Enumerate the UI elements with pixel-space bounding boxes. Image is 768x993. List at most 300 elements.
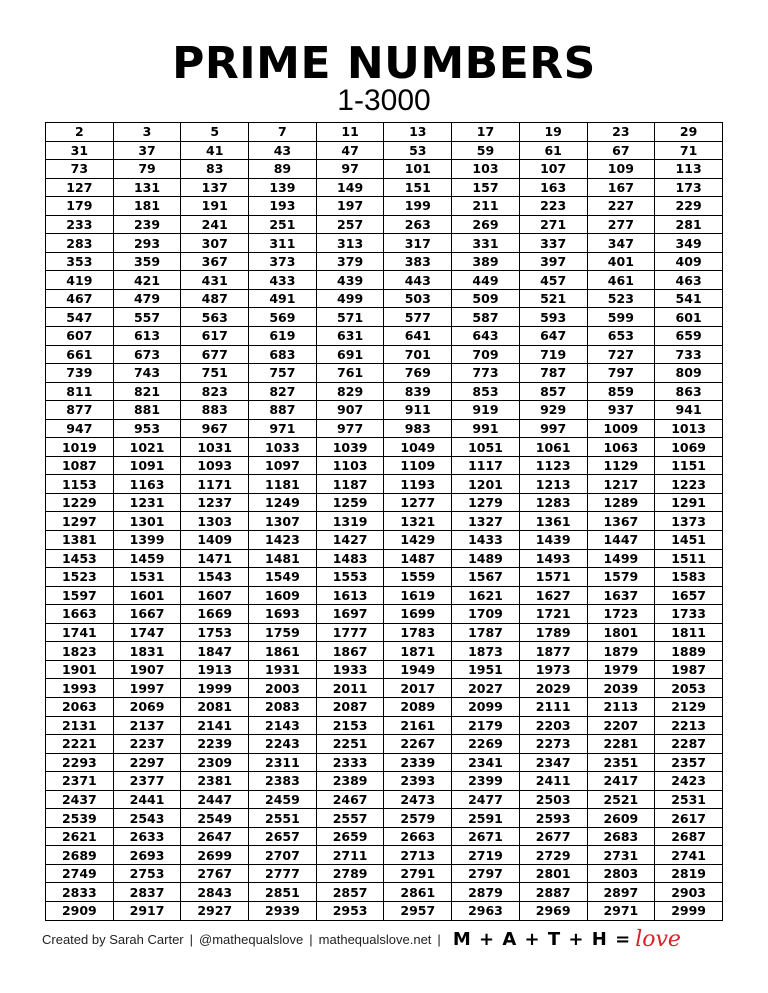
prime-cell: 1847 [181, 642, 249, 661]
prime-cell: 761 [316, 364, 384, 383]
prime-cell: 521 [519, 289, 587, 308]
prime-cell: 1093 [181, 456, 249, 475]
prime-cell: 59 [452, 141, 520, 160]
prime-cell: 2267 [384, 735, 452, 754]
prime-cell: 367 [181, 252, 249, 271]
prime-cell: 1289 [587, 493, 655, 512]
prime-cell: 811 [46, 382, 114, 401]
prime-cell: 1583 [655, 568, 723, 587]
prime-cell: 2339 [384, 753, 452, 772]
prime-cell: 2969 [519, 901, 587, 920]
table-row [46, 382, 723, 401]
prime-cell: 1423 [249, 531, 317, 550]
prime-cell: 853 [452, 382, 520, 401]
prime-cell: 2777 [249, 864, 317, 883]
prime-cell: 2437 [46, 790, 114, 809]
prime-cell: 37 [113, 141, 181, 160]
prime-cell: 2657 [249, 827, 317, 846]
prime-cell: 631 [316, 327, 384, 346]
table-row [46, 846, 723, 865]
table-row [46, 493, 723, 512]
prime-cell: 569 [249, 308, 317, 327]
prime-cell: 2503 [519, 790, 587, 809]
prime-cell: 457 [519, 271, 587, 290]
table-row [46, 679, 723, 698]
prime-cell: 1867 [316, 642, 384, 661]
prime-cell: 547 [46, 308, 114, 327]
prime-cell: 1319 [316, 512, 384, 531]
prime-cell: 23 [587, 123, 655, 142]
prime-cell: 1609 [249, 586, 317, 605]
prime-cell: 433 [249, 271, 317, 290]
prime-cell: 2659 [316, 827, 384, 846]
prime-cell: 1931 [249, 660, 317, 679]
prime-cell: 937 [587, 401, 655, 420]
prime-cell: 2371 [46, 772, 114, 791]
prime-cell: 2131 [46, 716, 114, 735]
prime-cell: 1559 [384, 568, 452, 587]
prime-cell: 2689 [46, 846, 114, 865]
prime-cell: 223 [519, 197, 587, 216]
prime-cell: 2 [46, 123, 114, 142]
prime-cell: 1367 [587, 512, 655, 531]
prime-cell: 563 [181, 308, 249, 327]
prime-cell: 173 [655, 178, 723, 197]
prime-cell: 2203 [519, 716, 587, 735]
table-row [46, 456, 723, 475]
prime-cell: 827 [249, 382, 317, 401]
table-row [46, 141, 723, 160]
prime-cell: 1249 [249, 493, 317, 512]
prime-cell: 2879 [452, 883, 520, 902]
prime-cell: 787 [519, 364, 587, 383]
prime-cell: 859 [587, 382, 655, 401]
prime-cell: 1693 [249, 605, 317, 624]
prime-cell: 773 [452, 364, 520, 383]
prime-cell: 283 [46, 234, 114, 253]
prime-cell: 2861 [384, 883, 452, 902]
footer-handle: @mathequalslove [199, 931, 304, 947]
prime-cell: 2549 [181, 809, 249, 828]
prime-cell: 2111 [519, 697, 587, 716]
prime-cell: 2383 [249, 772, 317, 791]
page-title: PRIME NUMBERS [172, 38, 596, 89]
prime-cell: 2711 [316, 846, 384, 865]
prime-cell: 2803 [587, 864, 655, 883]
prime-cell: 359 [113, 252, 181, 271]
prime-cell: 877 [46, 401, 114, 420]
prime-cell: 1019 [46, 438, 114, 457]
prime-cell: 331 [452, 234, 520, 253]
table-row [46, 364, 723, 383]
table-row [46, 716, 723, 735]
prime-cell: 829 [316, 382, 384, 401]
prime-cell: 467 [46, 289, 114, 308]
prime-cell: 53 [384, 141, 452, 160]
prime-cell: 449 [452, 271, 520, 290]
prime-cell: 131 [113, 178, 181, 197]
prime-cell: 383 [384, 252, 452, 271]
prime-cell: 61 [519, 141, 587, 160]
prime-cell: 643 [452, 327, 520, 346]
prime-cell: 2029 [519, 679, 587, 698]
prime-cell: 997 [519, 419, 587, 438]
table-row [46, 197, 723, 216]
table-row [46, 568, 723, 587]
prime-cell: 1811 [655, 623, 723, 642]
prime-cell: 443 [384, 271, 452, 290]
prime-cell: 191 [181, 197, 249, 216]
prime-cell: 1051 [452, 438, 520, 457]
prime-cell: 103 [452, 160, 520, 179]
prime-cell: 503 [384, 289, 452, 308]
prime-cell: 863 [655, 382, 723, 401]
prime-cell: 2617 [655, 809, 723, 828]
prime-cell: 101 [384, 160, 452, 179]
prime-cell: 1459 [113, 549, 181, 568]
prime-cell: 2143 [249, 716, 317, 735]
prime-cell: 509 [452, 289, 520, 308]
table-row [46, 531, 723, 550]
prime-cell: 2543 [113, 809, 181, 828]
prime-cell: 1523 [46, 568, 114, 587]
prime-cell: 421 [113, 271, 181, 290]
prime-cell: 2087 [316, 697, 384, 716]
prime-cell: 2473 [384, 790, 452, 809]
prime-cell: 2393 [384, 772, 452, 791]
prime-cell: 463 [655, 271, 723, 290]
prime-cell: 2699 [181, 846, 249, 865]
prime-number-table [45, 122, 723, 921]
prime-cell: 2213 [655, 716, 723, 735]
prime-cell: 397 [519, 252, 587, 271]
prime-cell: 1999 [181, 679, 249, 698]
prime-cell: 1307 [249, 512, 317, 531]
table-row [46, 790, 723, 809]
prime-cell: 1741 [46, 623, 114, 642]
prime-cell: 1429 [384, 531, 452, 550]
prime-cell: 2767 [181, 864, 249, 883]
prime-cell: 1123 [519, 456, 587, 475]
prime-cell: 2857 [316, 883, 384, 902]
table-row [46, 512, 723, 531]
prime-cell: 701 [384, 345, 452, 364]
prime-cell: 1493 [519, 549, 587, 568]
prime-cell: 1013 [655, 419, 723, 438]
prime-cell: 2917 [113, 901, 181, 920]
prime-cell: 1579 [587, 568, 655, 587]
prime-cell: 683 [249, 345, 317, 364]
prime-cell: 2377 [113, 772, 181, 791]
prime-cell: 587 [452, 308, 520, 327]
prime-cell: 751 [181, 364, 249, 383]
prime-cell: 19 [519, 123, 587, 142]
prime-cell: 1039 [316, 438, 384, 457]
prime-cell: 67 [587, 141, 655, 160]
prime-cell: 2069 [113, 697, 181, 716]
prime-table-body [46, 123, 723, 921]
prime-cell: 2309 [181, 753, 249, 772]
prime-cell: 2089 [384, 697, 452, 716]
prime-cell: 1087 [46, 456, 114, 475]
prime-cell: 461 [587, 271, 655, 290]
prime-cell: 1831 [113, 642, 181, 661]
prime-cell: 439 [316, 271, 384, 290]
prime-cell: 2423 [655, 772, 723, 791]
prime-cell: 1861 [249, 642, 317, 661]
prime-cell: 1279 [452, 493, 520, 512]
prime-cell: 1933 [316, 660, 384, 679]
prime-cell: 2521 [587, 790, 655, 809]
prime-cell: 1301 [113, 512, 181, 531]
prime-cell: 647 [519, 327, 587, 346]
prime-cell: 2671 [452, 827, 520, 846]
prime-cell: 1531 [113, 568, 181, 587]
prime-cell: 2411 [519, 772, 587, 791]
prime-cell: 2633 [113, 827, 181, 846]
prime-cell: 659 [655, 327, 723, 346]
prime-cell: 2591 [452, 809, 520, 828]
prime-cell: 1511 [655, 549, 723, 568]
prime-cell: 2221 [46, 735, 114, 754]
prime-cell: 557 [113, 308, 181, 327]
prime-cell: 2251 [316, 735, 384, 754]
prime-cell: 2789 [316, 864, 384, 883]
prime-cell: 2729 [519, 846, 587, 865]
prime-cell: 1889 [655, 642, 723, 661]
prime-cell: 139 [249, 178, 317, 197]
prime-cell: 1117 [452, 456, 520, 475]
prime-cell: 1907 [113, 660, 181, 679]
prime-cell: 1487 [384, 549, 452, 568]
prime-cell: 1669 [181, 605, 249, 624]
prime-cell: 2719 [452, 846, 520, 865]
prime-cell: 109 [587, 160, 655, 179]
prime-cell: 293 [113, 234, 181, 253]
prime-cell: 2237 [113, 735, 181, 754]
prime-cell: 727 [587, 345, 655, 364]
prime-cell: 2273 [519, 735, 587, 754]
prime-cell: 1913 [181, 660, 249, 679]
table-row [46, 401, 723, 420]
prime-cell: 967 [181, 419, 249, 438]
prime-cell: 2129 [655, 697, 723, 716]
prime-cell: 239 [113, 215, 181, 234]
prime-cell: 2063 [46, 697, 114, 716]
prime-cell: 1447 [587, 531, 655, 550]
prime-cell: 1181 [249, 475, 317, 494]
prime-cell: 613 [113, 327, 181, 346]
prime-cell: 2971 [587, 901, 655, 920]
prime-cell: 1171 [181, 475, 249, 494]
prime-cell: 47 [316, 141, 384, 160]
prime-cell: 977 [316, 419, 384, 438]
prime-cell: 1277 [384, 493, 452, 512]
prime-cell: 1499 [587, 549, 655, 568]
prime-cell: 2113 [587, 697, 655, 716]
table-row [46, 642, 723, 661]
table-row [46, 215, 723, 234]
table-row [46, 160, 723, 179]
prime-cell: 2593 [519, 809, 587, 828]
prime-cell: 2399 [452, 772, 520, 791]
prime-cell: 757 [249, 364, 317, 383]
prime-cell: 2557 [316, 809, 384, 828]
prime-cell: 2083 [249, 697, 317, 716]
prime-cell: 2887 [519, 883, 587, 902]
table-row [46, 901, 723, 920]
prime-cell: 1481 [249, 549, 317, 568]
prime-cell: 2347 [519, 753, 587, 772]
prime-cell: 2833 [46, 883, 114, 902]
table-row [46, 697, 723, 716]
prime-cell: 2053 [655, 679, 723, 698]
prime-cell: 1759 [249, 623, 317, 642]
prime-cell: 11 [316, 123, 384, 142]
prime-cell: 2683 [587, 827, 655, 846]
prime-cell: 2903 [655, 883, 723, 902]
prime-cell: 2333 [316, 753, 384, 772]
prime-cell: 1613 [316, 586, 384, 605]
prime-cell: 2753 [113, 864, 181, 883]
prime-cell: 1453 [46, 549, 114, 568]
prime-cell: 151 [384, 178, 452, 197]
table-row [46, 605, 723, 624]
prime-cell: 5 [181, 123, 249, 142]
prime-cell: 947 [46, 419, 114, 438]
table-row [46, 289, 723, 308]
prime-cell: 83 [181, 160, 249, 179]
prime-cell: 1327 [452, 512, 520, 531]
prime-cell: 919 [452, 401, 520, 420]
prime-cell: 1291 [655, 493, 723, 512]
prime-cell: 2837 [113, 883, 181, 902]
prime-cell: 1427 [316, 531, 384, 550]
prime-cell: 1607 [181, 586, 249, 605]
prime-cell: 929 [519, 401, 587, 420]
prime-cell: 2447 [181, 790, 249, 809]
prime-cell: 2467 [316, 790, 384, 809]
prime-cell: 1259 [316, 493, 384, 512]
page-subtitle: 1-3000 [337, 84, 431, 117]
prime-cell: 2477 [452, 790, 520, 809]
prime-cell: 1033 [249, 438, 317, 457]
prime-cell: 401 [587, 252, 655, 271]
prime-cell: 2909 [46, 901, 114, 920]
prime-cell: 653 [587, 327, 655, 346]
prime-cell: 1721 [519, 605, 587, 624]
prime-cell: 2243 [249, 735, 317, 754]
prime-cell: 673 [113, 345, 181, 364]
prime-cell: 419 [46, 271, 114, 290]
table-row [46, 252, 723, 271]
prime-cell: 2281 [587, 735, 655, 754]
prime-cell: 317 [384, 234, 452, 253]
prime-cell: 431 [181, 271, 249, 290]
prime-cell: 1229 [46, 493, 114, 512]
prime-cell: 1193 [384, 475, 452, 494]
prime-cell: 43 [249, 141, 317, 160]
prime-cell: 1373 [655, 512, 723, 531]
table-row [46, 735, 723, 754]
prime-cell: 2999 [655, 901, 723, 920]
prime-cell: 199 [384, 197, 452, 216]
prime-cell: 1451 [655, 531, 723, 550]
prime-cell: 499 [316, 289, 384, 308]
brand-logo [453, 927, 681, 952]
prime-cell: 1571 [519, 568, 587, 587]
prime-cell: 127 [46, 178, 114, 197]
prime-cell: 1823 [46, 642, 114, 661]
prime-cell: 677 [181, 345, 249, 364]
prime-cell: 1361 [519, 512, 587, 531]
prime-cell: 2351 [587, 753, 655, 772]
prime-cell: 181 [113, 197, 181, 216]
footer-author: Created by Sarah Carter [42, 931, 184, 947]
prime-cell: 1399 [113, 531, 181, 550]
prime-cell: 2161 [384, 716, 452, 735]
prime-cell: 13 [384, 123, 452, 142]
prime-cell: 1699 [384, 605, 452, 624]
prime-cell: 307 [181, 234, 249, 253]
prime-cell: 2293 [46, 753, 114, 772]
prime-cell: 2381 [181, 772, 249, 791]
prime-cell: 229 [655, 197, 723, 216]
prime-cell: 1439 [519, 531, 587, 550]
prime-cell: 2797 [452, 864, 520, 883]
prime-cell: 1163 [113, 475, 181, 494]
prime-cell: 1973 [519, 660, 587, 679]
prime-cell: 79 [113, 160, 181, 179]
prime-cell: 263 [384, 215, 452, 234]
prime-cell: 281 [655, 215, 723, 234]
prime-cell: 241 [181, 215, 249, 234]
prime-cell: 1109 [384, 456, 452, 475]
prime-cell: 373 [249, 252, 317, 271]
prime-cell: 389 [452, 252, 520, 271]
prime-cell: 277 [587, 215, 655, 234]
prime-cell: 251 [249, 215, 317, 234]
prime-cell: 1597 [46, 586, 114, 605]
prime-cell: 2693 [113, 846, 181, 865]
table-row [46, 549, 723, 568]
prime-cell: 271 [519, 215, 587, 234]
prime-cell: 1483 [316, 549, 384, 568]
prime-cell: 2531 [655, 790, 723, 809]
prime-cell: 1723 [587, 605, 655, 624]
prime-cell: 337 [519, 234, 587, 253]
prime-cell: 2039 [587, 679, 655, 698]
prime-cell: 1667 [113, 605, 181, 624]
prime-cell: 1879 [587, 642, 655, 661]
prime-cell: 1747 [113, 623, 181, 642]
prime-cell: 1787 [452, 623, 520, 642]
prime-cell: 1063 [587, 438, 655, 457]
prime-cell: 1979 [587, 660, 655, 679]
table-row [46, 345, 723, 364]
table-row [46, 660, 723, 679]
prime-cell: 941 [655, 401, 723, 420]
prime-cell: 857 [519, 382, 587, 401]
prime-cell: 349 [655, 234, 723, 253]
prime-cell: 2621 [46, 827, 114, 846]
prime-cell: 1153 [46, 475, 114, 494]
prime-cell: 409 [655, 252, 723, 271]
prime-cell: 1997 [113, 679, 181, 698]
prime-cell: 1789 [519, 623, 587, 642]
prime-cell: 1097 [249, 456, 317, 475]
table-row [46, 753, 723, 772]
